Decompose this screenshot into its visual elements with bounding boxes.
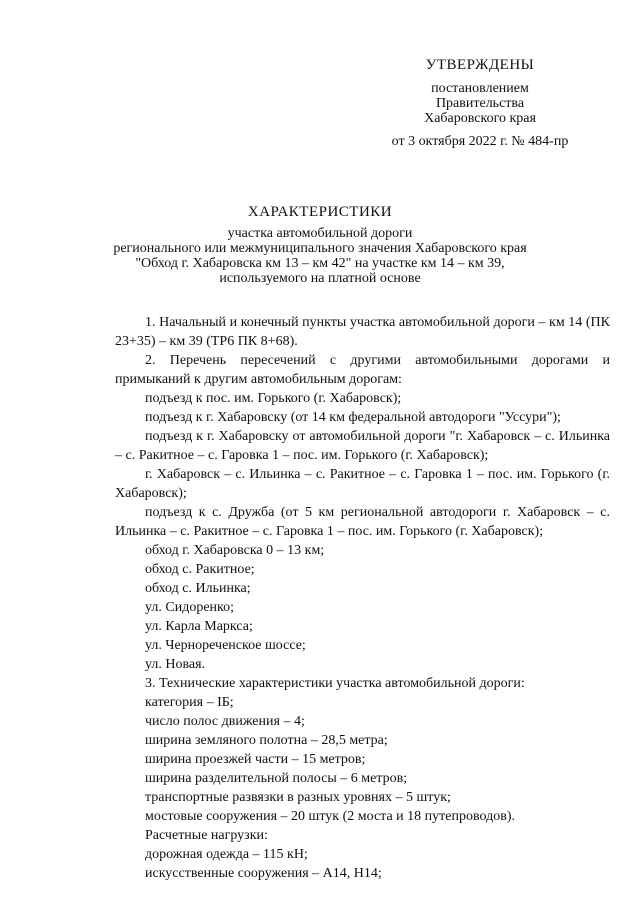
document-title-block (0, 205, 640, 286)
approval-title: УТВЕРЖДЕНЫ (425, 57, 535, 73)
list-item: ул. Новая. (145, 657, 206, 672)
spec-item: ширина земляного полотна – 28,5 метра; (145, 733, 388, 748)
spec-item: Расчетные нагрузки: (145, 828, 268, 843)
spec-item: число полос движения – 4; (145, 714, 305, 729)
paragraph-technical: 3. Технические характеристики участка автомобильной дороги: (145, 676, 525, 691)
document-body (115, 313, 610, 883)
list-item: подъезд к г. Хабаровску от автомобильной дороги "г. Хабаровск – с. Ильинка – с. Ракитное – с. Гаровка 1 – пос. им. Горького (г. Хабаровск); (115, 429, 610, 463)
spec-item: категория – IБ; (145, 695, 234, 710)
list-item: подъезд к с. Дружба (от 5 км региональной автодороги г. Хабаровск – с. Ильинка – с. Ракитное – с. Гаровка 1 – пос. им. Горького (г. Хабаровск); (115, 505, 610, 539)
document-subtitle-line-1: участка автомобильной дороги (227, 226, 413, 241)
list-item: обход г. Хабаровска 0 – 13 км; (145, 543, 325, 558)
list-item: обход с. Ильинка; (145, 581, 251, 596)
spec-item: мостовые сооружения – 20 штук (2 моста и 18 путепроводов). (145, 809, 515, 824)
list-item: ул. Сидоренко; (145, 600, 235, 615)
approval-line-region: Хабаровского края (424, 111, 536, 126)
spec-item: искусственные сооружения – А14, Н14; (145, 866, 382, 881)
paragraph-intersections: 2. Перечень пересечений с другими автомобильными дорогами и примыканий к другим автомобильным дорогам: (115, 353, 610, 387)
document-subtitle-line-4: используемого на платной основе (219, 271, 421, 286)
document-subtitle-line-2: регионального или межмуниципального значения Хабаровского края (113, 241, 527, 256)
list-item: обход с. Ракитное; (145, 562, 255, 577)
spec-item: ширина разделительной полосы – 6 метров; (145, 771, 408, 786)
paragraph-endpoints: 1. Начальный и конечный пункты участка автомобильной дороги – км 14 (ПК 23+35) – км 39 (ТР6 ПК 8+68). (115, 315, 610, 349)
document-heading: ХАРАКТЕРИСТИКИ (247, 204, 393, 220)
spec-item: транспортные развязки в разных уровнях – 5 штук; (145, 790, 451, 805)
list-item: ул. Карла Маркса; (145, 619, 253, 634)
approval-date: от 3 октября 2022 г. № 484-пр (391, 134, 569, 149)
list-item: подъезд к пос. им. Горького (г. Хабаровск); (145, 391, 402, 406)
list-item: г. Хабаровск – с. Ильинка – с. Ракитное – с. Гаровка 1 – пос. им. Горького (г. Хабаровск); (115, 467, 610, 501)
approval-line-decree: постановлением (431, 81, 529, 96)
approval-block (360, 58, 600, 149)
spec-item: ширина проезжей части – 15 метров; (145, 752, 366, 767)
document-subtitle-line-3: "Обход г. Хабаровска км 13 – км 42" на участке км 14 – км 39, (135, 256, 505, 271)
list-item: ул. Чернореченское шоссе; (145, 638, 306, 653)
approval-line-government: Правительства (435, 96, 525, 111)
spec-item: дорожная одежда – 115 кН; (145, 847, 308, 862)
list-item: подъезд к г. Хабаровску (от 14 км федеральной автодороги "Уссури"); (145, 410, 561, 425)
